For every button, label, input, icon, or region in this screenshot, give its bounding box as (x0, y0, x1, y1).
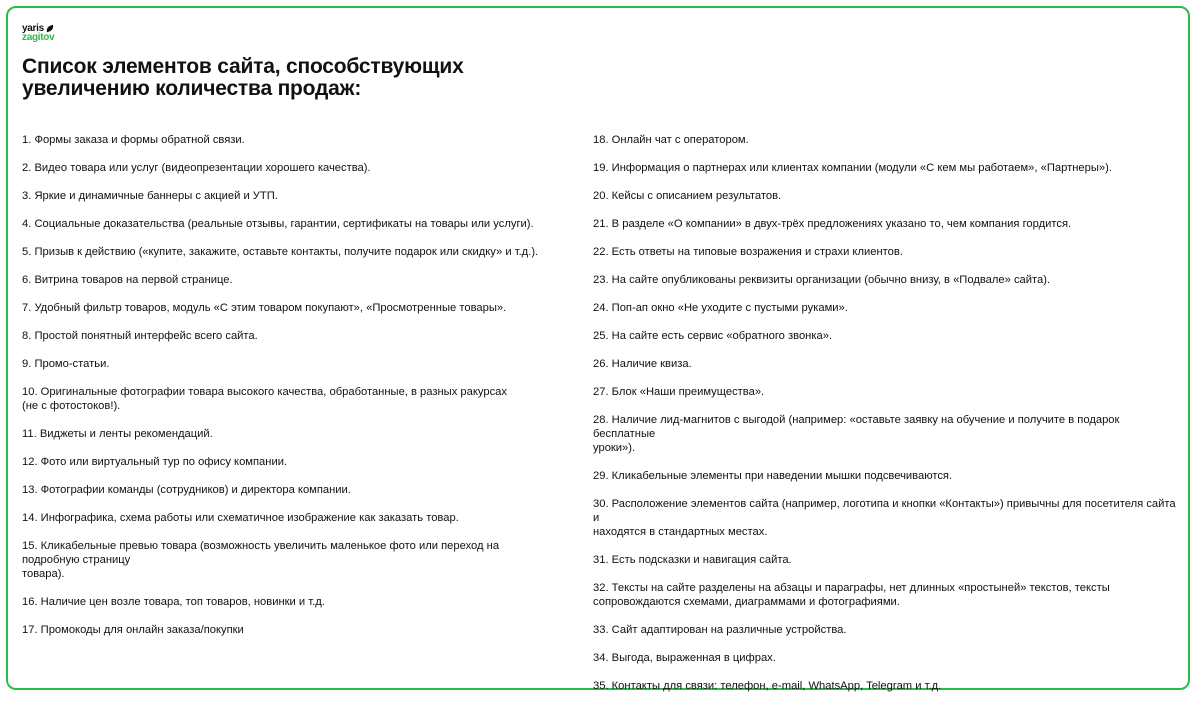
list-right (593, 133, 1183, 707)
list-item: 27. Блок «Наши преимущества». (593, 386, 765, 398)
list-item: 4. Социальные доказательства (реальные отзывы, гарантии, сертификаты на товары или услуги). (22, 218, 534, 230)
logo-line2: zagitov (22, 32, 55, 43)
list-item: 15. Кликабельные превью товара (возможность увеличить маленькое фото или переход на подробную страницу товара). (22, 540, 500, 580)
list-item: 25. На сайте есть сервис «обратного звонка». (593, 330, 833, 342)
list-item: 24. Поп-ап окно «Не уходите с пустыми руками». (593, 302, 848, 314)
list-item: 18. Онлайн чат с оператором. (593, 134, 749, 146)
list-item: 34. Выгода, выраженная в цифрах. (593, 652, 776, 664)
list-item: 6. Витрина товаров на первой странице. (22, 274, 233, 286)
list-item: 33. Сайт адаптирован на различные устройства. (593, 624, 847, 636)
list-left (22, 133, 542, 651)
logo (22, 24, 54, 42)
list-item: 1. Формы заказа и формы обратной связи. (22, 134, 245, 146)
list-item: 21. В разделе «О компании» в двух-трёх предложениях указано то, чем компания гордится. (593, 218, 1072, 230)
list-item: 20. Кейсы с описанием результатов. (593, 190, 782, 202)
list-item: 12. Фото или виртуальный тур по офису компании. (22, 456, 288, 468)
list-item: 23. На сайте опубликованы реквизиты организации (обычно внизу, в «Подвале» сайта). (593, 274, 1051, 286)
list-item: 10. Оригинальные фотографии товара высокого качества, обработанные, в разных ракурсах (не с фотостоков!). (22, 386, 507, 412)
list-item: 26. Наличие квиза. (593, 358, 692, 370)
list-item: 3. Яркие и динамичные баннеры с акцией и УТП. (22, 190, 278, 202)
list-item: 7. Удобный фильтр товаров, модуль «С этим товаром покупают», «Просмотренные товары». (22, 302, 507, 314)
logo-line1: yaris (22, 23, 44, 34)
list-item: 13. Фотографии команды (сотрудников) и директора компании. (22, 484, 351, 496)
list-item: 5. Призыв к действию («купите, закажите, оставьте контакты, получите подарок или скидку» и т.д.). (22, 246, 539, 258)
list-item: 31. Есть подсказки и навигация сайта. (593, 554, 792, 566)
list-item: 30. Расположение элементов сайта (например, логотипа и кнопки «Контакты») привычны для посетителя сайта и находятся в стандартных местах. (593, 498, 1176, 538)
list-item: 9. Промо-статьи. (22, 358, 110, 370)
list-item: 8. Простой понятный интерфейс всего сайта. (22, 330, 258, 342)
list-item: 32. Тексты на сайте разделены на абзацы и параграфы, нет длинных «простыней» текстов, тексты сопровождаются схемами, диаграммами и фотографиями. (593, 582, 1110, 608)
list-item: 29. Кликабельные элементы при наведении мышки подсвечиваются. (593, 470, 953, 482)
list-item: 14. Инфографика, схема работы или схематичное изображение как заказать товар. (22, 512, 459, 524)
list-item: 2. Видео товара или услуг (видеопрезентации хорошего качества). (22, 162, 371, 174)
list-item: 17. Промокоды для онлайн заказа/покупки (22, 624, 244, 636)
list-item: 28. Наличие лид-магнитов с выгодой (например: «оставьте заявку на обучение и получите в подарок бесплатные уроки»). (593, 414, 1120, 454)
list-item: 11. Виджеты и ленты рекомендаций. (22, 428, 213, 440)
list-item: 35. Контакты для связи: телефон, e-mail, WhatsApp, Telegram и т.д. (593, 680, 942, 692)
list-item: 19. Информация о партнерах или клиентах компании (модули «С кем мы работаем», «Партнеры»). (593, 162, 1112, 174)
page-title: Список элементов сайта, способствующих увеличению количества продаж: (22, 55, 464, 100)
list-item: 22. Есть ответы на типовые возражения и страхи клиентов. (593, 246, 903, 258)
list-item: 16. Наличие цен возле товара, топ товаров, новинки и т.д. (22, 596, 325, 608)
